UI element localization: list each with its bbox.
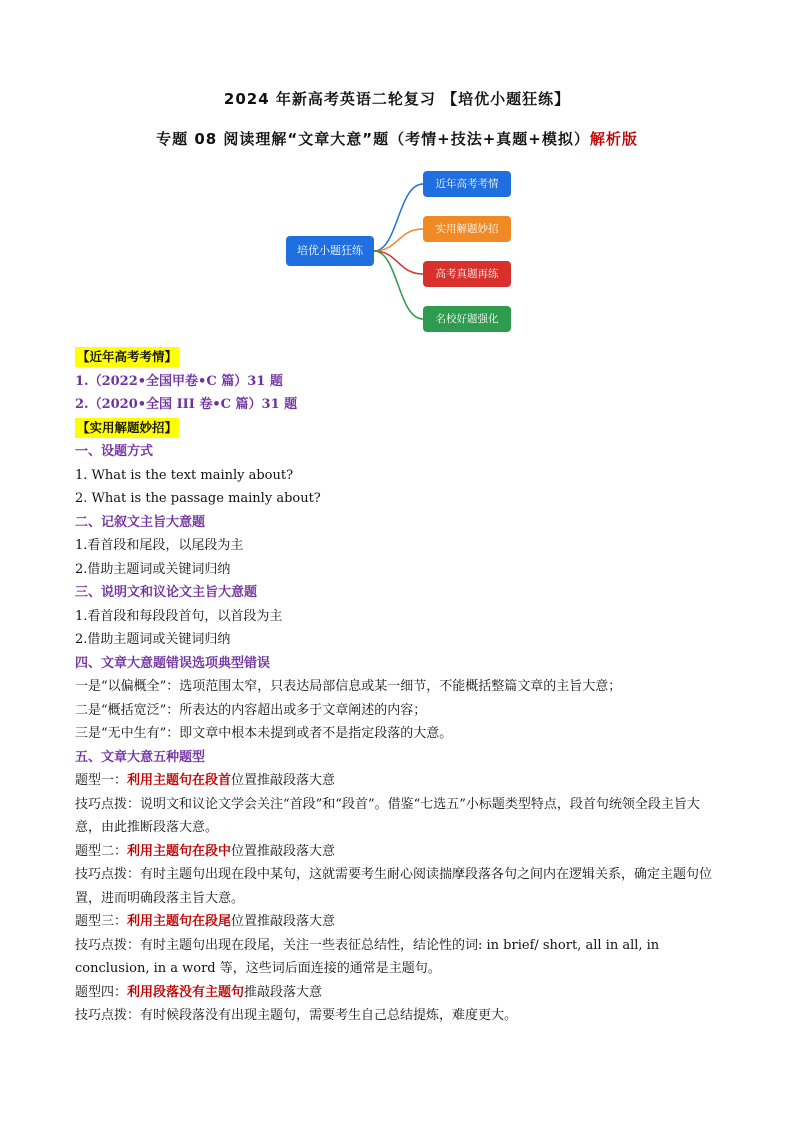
type-heading: 题型四：利用段落没有主题句推敲段落大意: [75, 984, 323, 1000]
mind-map-node-mock: 名校好题强化: [423, 306, 511, 332]
mind-map-node-real: 高考真题再练: [423, 261, 511, 287]
type-tip: 技巧点拨：有时主题句出现在段尾，关注一些表征总结性，结论性的词: in brief/ short, all in all, in conclusion, in a word 等，这些词后面连接的通常是主题句。: [75, 937, 660, 976]
document-body: [75, 346, 725, 1028]
list-item: 2.借助主题词或关键词归纳: [75, 632, 231, 647]
mind-map: [280, 168, 520, 338]
mind-map-root: 培优小题狂练: [286, 236, 374, 266]
list-item: 2.借助主题词或关键词归纳: [75, 561, 231, 577]
section-tag-tips: 【实用解题妙招】: [75, 418, 179, 438]
list-item: 1. What is the text mainly about?: [75, 467, 294, 483]
recent-item: 1.（2022•全国甲卷•C 篇）31 题: [75, 373, 283, 389]
heading-typical-errors: 四、文章大意题错误选项典型错误: [75, 655, 271, 671]
branch-3: [374, 251, 423, 274]
heading-five-types: 五、文章大意五种题型: [75, 749, 206, 765]
section-tag-recent: 【近年高考考情】: [75, 347, 179, 367]
type-tip: 技巧点拨：说明文和议论文学会关注“首段”和“段首”。借鉴“七选五”小标题类型特点，段首句统领全段主旨大意，由此推断段落大意。: [75, 796, 700, 835]
heading-expository: 三、说明文和议论文主旨大意题: [75, 585, 258, 600]
document-title: 2024 年新高考英语二轮复习 【培优小题狂练】: [223, 90, 571, 108]
list-item: 1.看首段和每段段首句，以首段为主: [75, 608, 283, 624]
type-heading: 题型一：利用主题句在段首位置推敲段落大意: [75, 773, 336, 788]
heading-narrative: 二、记叙文主旨大意题: [75, 514, 206, 530]
recent-item: 2.（2020•全国 III 卷•C 篇）31 题: [75, 397, 298, 412]
type-tip: 技巧点拨：有时候段落没有出现主题句，需要考生自己总结提炼，难度更大。: [75, 1008, 518, 1023]
list-item: 1.看首段和尾段，以尾段为主: [75, 538, 244, 553]
mind-map-node-recent: 近年高考考情: [423, 171, 511, 197]
document-subtitle: [0, 128, 794, 149]
branch-4: [374, 251, 423, 319]
heading-question-forms: 一、设题方式: [75, 444, 154, 459]
type-heading: 题型三：利用主题句在段尾位置推敲段落大意: [75, 914, 336, 929]
branch-1: [374, 184, 423, 251]
type-heading: 题型二：利用主题句在段中位置推敲段落大意: [75, 843, 336, 859]
list-item: 2. What is the passage mainly about?: [75, 491, 321, 506]
list-item: 二是“概括宽泛”：所表达的内容超出或多于文章阐述的内容；: [75, 702, 427, 718]
subtitle-main: 专题 08 阅读理解“文章大意”题（考情+技法+真题+模拟）: [156, 130, 590, 148]
mind-map-node-tips: 实用解题妙招: [423, 216, 511, 242]
list-item: 一是“以偏概全”：选项范围太窄，只表达局部信息或某一细节，不能概括整篇文章的主旨大意；: [75, 679, 622, 694]
subtitle-version: 解析版: [589, 130, 638, 148]
type-tip: 技巧点拨：有时主题句出现在段中某句，这就需要考生耐心阅读揣摩段落各句之间内在逻辑关系，确定主题句位置，进而明确段落主旨大意。: [75, 867, 713, 906]
list-item: 三是“无中生有”：即文章中根本未提到或者不是指定段落的大意。: [75, 726, 453, 741]
